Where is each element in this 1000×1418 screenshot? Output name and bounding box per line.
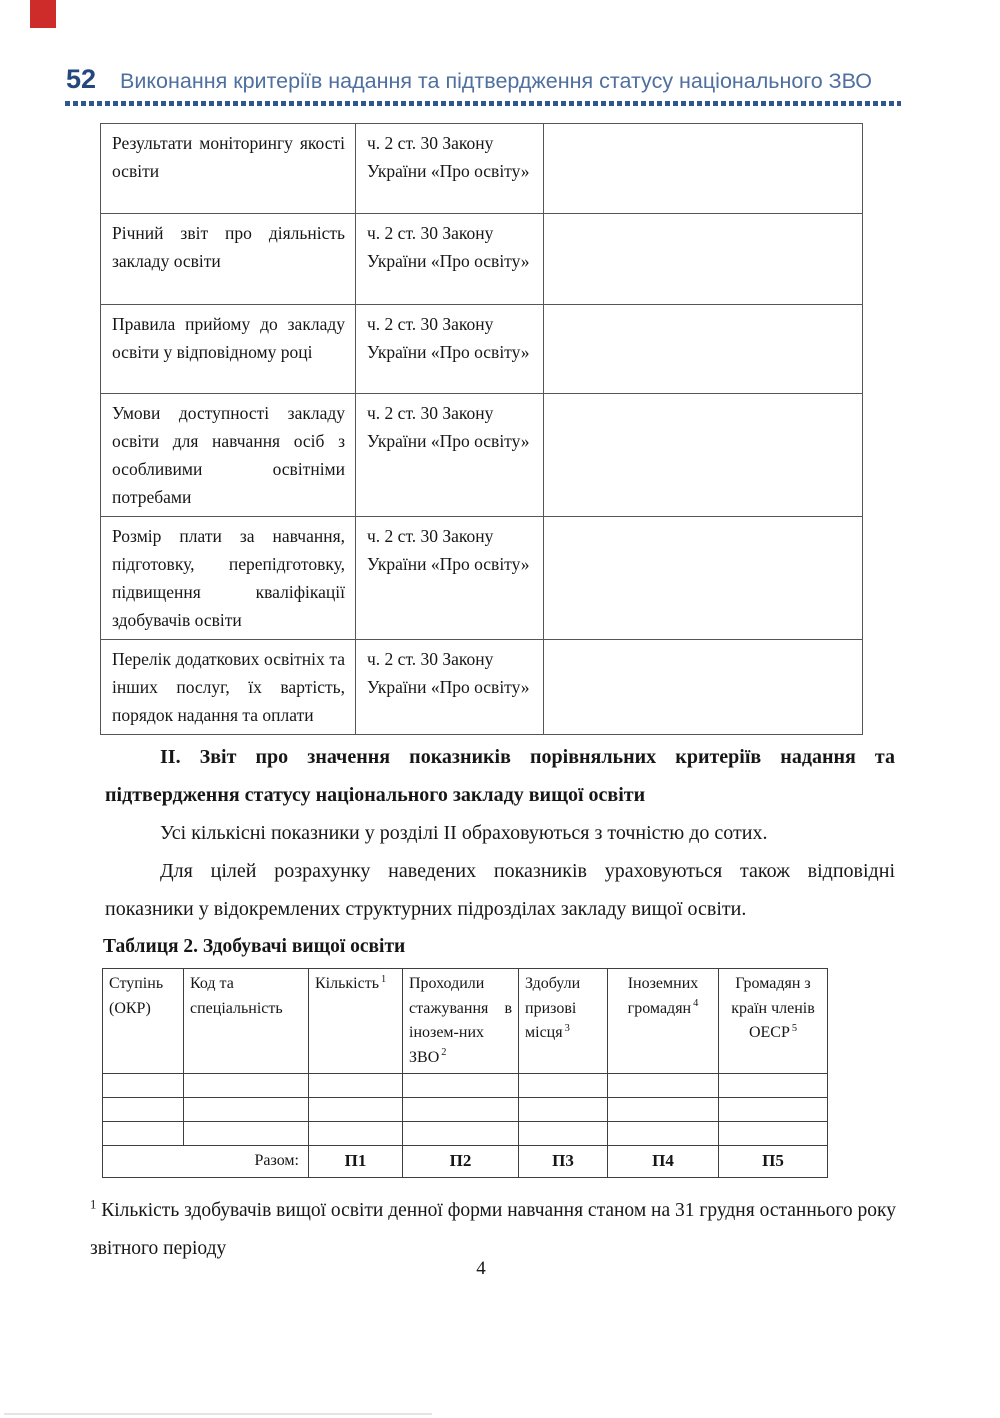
dotted-rule bbox=[65, 101, 901, 106]
table-row bbox=[101, 305, 863, 394]
value-cell bbox=[544, 124, 863, 214]
total-value-p1: П1 bbox=[309, 1146, 403, 1178]
data-cell bbox=[103, 1074, 184, 1098]
value-cell bbox=[544, 214, 863, 305]
page-number: 4 bbox=[476, 1258, 486, 1279]
criterion-cell: Правила прийому до закладу освіти у відповідному році bbox=[101, 305, 356, 394]
data-cell bbox=[608, 1074, 719, 1098]
section-heading: ІІ. Звіт про значення показників порівняльних критеріїв надання та підтвердження статусу національного закладу вищої освіти bbox=[105, 746, 895, 806]
paragraph: Усі кількісні показники у розділі ІІ обраховуються з точністю до сотих. bbox=[160, 822, 768, 844]
legal-basis-cell: ч. 2 ст. 30 Закону України «Про освіту» bbox=[356, 214, 544, 305]
footnote-ref: 4 bbox=[693, 998, 699, 1010]
criterion-cell: Річний звіт про діяльність закладу освіти bbox=[101, 214, 356, 305]
legal-basis-cell: ч. 2 ст. 30 Закону України «Про освіту» bbox=[356, 305, 544, 394]
column-label: Проходили стажування в інозем-них ЗВО bbox=[409, 975, 512, 1066]
legal-basis-cell: ч. 2 ст. 30 Закону України «Про освіту» bbox=[356, 640, 544, 735]
table-row bbox=[101, 124, 863, 214]
column-label: Громадян з країн членів ОЕСР bbox=[731, 975, 815, 1041]
total-label-cell: Разом: bbox=[103, 1146, 309, 1178]
data-cell bbox=[403, 1098, 519, 1122]
section-ii bbox=[105, 738, 895, 928]
value-cell bbox=[544, 305, 863, 394]
data-cell bbox=[519, 1098, 608, 1122]
footnote bbox=[90, 1192, 896, 1268]
col-quantity bbox=[309, 969, 403, 1074]
table-row bbox=[101, 214, 863, 305]
footnote-ref: 2 bbox=[441, 1047, 447, 1059]
bottom-edge-line bbox=[4, 1413, 432, 1415]
data-cell bbox=[309, 1074, 403, 1098]
total-value-p4: П4 bbox=[608, 1146, 719, 1178]
data-cell bbox=[608, 1122, 719, 1146]
data-cell bbox=[103, 1098, 184, 1122]
data-cell bbox=[608, 1098, 719, 1122]
value-cell bbox=[544, 640, 863, 735]
students-table bbox=[102, 968, 828, 1178]
running-head-page-number: 52 bbox=[66, 64, 97, 94]
criterion-cell: Перелік додаткових освітніх та інших послуг, їх вартість, порядок надання та оплати bbox=[101, 640, 356, 735]
running-head bbox=[66, 64, 936, 95]
criteria-table bbox=[100, 123, 863, 735]
paragraph: Для цілей розрахунку наведених показників ураховуються також відповідні показники у відокремлених структурних підрозділах закладу вищої освіти. bbox=[105, 860, 895, 920]
running-head-title: Виконання критеріїв надання та підтвердження статусу національного ЗВО bbox=[120, 69, 872, 93]
col-foreign-citizens bbox=[608, 969, 719, 1074]
col-degree bbox=[103, 969, 184, 1074]
footnote-ref: 1 bbox=[381, 973, 387, 985]
value-cell bbox=[544, 394, 863, 517]
criterion-cell: Розмір плати за навчання, підготовку, перепідготовку, підвищення кваліфікації здобувачів освіти bbox=[101, 517, 356, 640]
footnote-ref: 3 bbox=[564, 1022, 570, 1034]
table-row bbox=[101, 640, 863, 735]
data-cell bbox=[309, 1098, 403, 1122]
table-header-row bbox=[103, 969, 828, 1074]
table-row bbox=[103, 1122, 828, 1146]
criterion-cell: Умови доступності закладу освіти для навчання осіб з особливими освітніми потребами bbox=[101, 394, 356, 517]
total-row bbox=[103, 1146, 828, 1178]
col-code-speciality bbox=[184, 969, 309, 1074]
column-label: Іноземних громадян bbox=[627, 975, 699, 1017]
data-cell bbox=[184, 1074, 309, 1098]
legal-basis-cell: ч. 2 ст. 30 Закону України «Про освіту» bbox=[356, 124, 544, 214]
data-cell bbox=[719, 1098, 828, 1122]
col-prize-places bbox=[519, 969, 608, 1074]
data-cell bbox=[719, 1122, 828, 1146]
column-label: Ступінь (ОКР) bbox=[109, 975, 164, 1017]
criterion-cell: Результати моніторингу якості освіти bbox=[101, 124, 356, 214]
table-row bbox=[101, 394, 863, 517]
red-bookmark-marker bbox=[30, 0, 56, 28]
footnote-ref: 5 bbox=[791, 1022, 798, 1034]
data-cell bbox=[719, 1074, 828, 1098]
data-cell bbox=[184, 1122, 309, 1146]
column-label: Код та спеціальність bbox=[190, 975, 283, 1017]
total-value-p5: П5 bbox=[719, 1146, 828, 1178]
value-cell bbox=[544, 517, 863, 640]
data-cell bbox=[309, 1122, 403, 1146]
table-row bbox=[103, 1098, 828, 1122]
data-cell bbox=[403, 1074, 519, 1098]
data-cell bbox=[403, 1122, 519, 1146]
col-oecd-citizens bbox=[719, 969, 828, 1074]
legal-basis-cell: ч. 2 ст. 30 Закону України «Про освіту» bbox=[356, 517, 544, 640]
table2-caption: Таблиця 2. Здобувачі вищої освіти bbox=[103, 936, 406, 957]
footnote-text: Кількість здобувачів вищої освіти денної форми навчання станом на 31 грудня останнього року звітного періоду bbox=[90, 1200, 896, 1259]
data-cell bbox=[519, 1122, 608, 1146]
legal-basis-cell: ч. 2 ст. 30 Закону України «Про освіту» bbox=[356, 394, 544, 517]
data-cell bbox=[103, 1122, 184, 1146]
table-row bbox=[103, 1074, 828, 1098]
footnote-marker: 1 bbox=[90, 1197, 97, 1212]
total-value-p2: П2 bbox=[403, 1146, 519, 1178]
col-foreign-internship bbox=[403, 969, 519, 1074]
column-label: Кількість bbox=[315, 975, 380, 992]
data-cell bbox=[519, 1074, 608, 1098]
table-row bbox=[101, 517, 863, 640]
total-value-p3: П3 bbox=[519, 1146, 608, 1178]
column-label: Здобули призові місця bbox=[525, 975, 581, 1041]
data-cell bbox=[184, 1098, 309, 1122]
